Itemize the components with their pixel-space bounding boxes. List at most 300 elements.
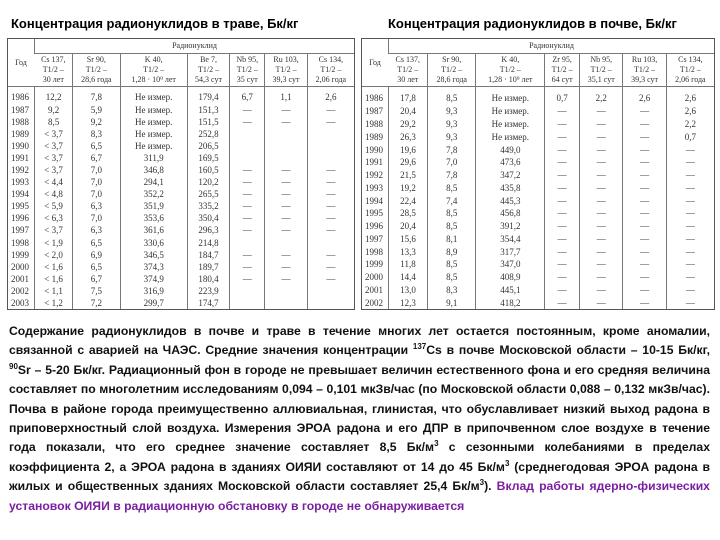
grass-header-row (8, 39, 354, 54)
table-row (8, 188, 354, 200)
value-cell: 316,9 (120, 285, 187, 297)
soil-table-body (362, 87, 714, 310)
half-life-value: 39,3 сут (631, 75, 659, 84)
paragraph-part-1: Содержание радионуклидов в почве и траве в течение многих лет остается постоянным, кроме аномалии, связанной с аварией на ЧАЭС. Средние значения концентрации (9, 324, 710, 358)
value-cell: 2,2 (666, 118, 714, 131)
value-cell: 0,7 (545, 87, 580, 105)
soil-heading: Концентрация радионуклидов в почве, Бк/кг (388, 16, 677, 31)
value-cell: 12,2 (35, 87, 73, 104)
value-cell: — (230, 164, 265, 176)
table-row (8, 87, 354, 104)
value-cell: — (265, 261, 307, 273)
grass-nuclide-header (307, 54, 354, 87)
table-row (362, 207, 714, 220)
value-cell: 19,6 (389, 143, 428, 156)
value-cell: — (545, 181, 580, 194)
value-cell: — (307, 224, 354, 236)
value-cell: 29,2 (389, 118, 428, 131)
half-life-value: 28,6 года (436, 75, 467, 84)
value-cell: — (580, 181, 623, 194)
half-life-value: 64 сут (551, 75, 573, 84)
value-cell: < 3,7 (35, 128, 73, 140)
year-cell: 1994 (365, 195, 383, 206)
table-row (362, 296, 714, 309)
soil-nuclide-header (623, 54, 666, 87)
half-life-label: T1/2 – (441, 65, 463, 74)
year-cell: 1994 (11, 189, 29, 200)
value-cell: — (545, 156, 580, 169)
value-cell: — (545, 283, 580, 296)
half-life-value: 35,1 сут (587, 75, 615, 84)
value-cell: 11,8 (389, 258, 428, 271)
value-cell: — (623, 118, 666, 131)
value-cell: 21,5 (389, 169, 428, 182)
value-cell: 330,6 (120, 237, 187, 249)
value-cell (265, 237, 307, 249)
value-cell: Не измер. (476, 87, 545, 105)
value-cell: — (623, 245, 666, 258)
value-cell: 317,7 (476, 245, 545, 258)
year-cell: 1996 (365, 221, 383, 232)
value-cell: 6,7 (73, 152, 120, 164)
value-cell: 296,3 (187, 224, 229, 236)
year-cell: 1998 (365, 246, 383, 257)
value-cell: — (580, 271, 623, 284)
value-cell (307, 297, 354, 309)
value-cell: — (307, 164, 354, 176)
table-row (8, 285, 354, 297)
half-life-value: 39,3 сут (272, 75, 300, 84)
value-cell: 8,5 (428, 220, 476, 233)
grass-heading: Концентрация радионуклидов в траве, Бк/кг (11, 16, 299, 31)
value-cell: — (265, 176, 307, 188)
value-cell (265, 152, 307, 164)
half-life-label: T1/2 – (275, 65, 297, 74)
value-cell: 179,4 (187, 87, 229, 104)
value-cell: Не измер. (476, 118, 545, 131)
year-cell: 2002 (365, 297, 383, 308)
value-cell: 6,3 (73, 200, 120, 212)
year-cell: 1988 (365, 119, 383, 130)
grass-nuclide-header (120, 54, 187, 87)
year-cell: 1993 (11, 177, 29, 188)
value-cell: — (307, 273, 354, 285)
value-cell: 8,5 (35, 116, 73, 128)
value-cell: 7,5 (73, 285, 120, 297)
table-row (8, 212, 354, 224)
value-cell: — (545, 271, 580, 284)
table-row (8, 237, 354, 249)
soil-table-head (362, 39, 714, 87)
table-row (8, 273, 354, 285)
value-cell: — (666, 245, 714, 258)
year-cell: 1999 (365, 259, 383, 270)
unit-exponent-3: 3 (479, 478, 485, 488)
value-cell: 169,5 (187, 152, 229, 164)
value-cell: 174,7 (187, 297, 229, 309)
value-cell: — (623, 143, 666, 156)
table-row (362, 258, 714, 271)
year-cell: 1990 (365, 144, 383, 155)
value-cell: — (623, 130, 666, 143)
value-cell (307, 237, 354, 249)
value-cell: — (580, 220, 623, 233)
paragraph-part-2: Cs в почве Московской области – 10-15 Бк/кг, (426, 343, 710, 358)
value-cell: — (545, 258, 580, 271)
value-cell: — (623, 156, 666, 169)
year-cell: 1991 (365, 157, 383, 168)
half-life-label: T1/2 – (397, 65, 419, 74)
value-cell: — (307, 200, 354, 212)
half-life-label: T1/2 – (551, 65, 573, 74)
nuclide-name: K 40, (144, 55, 163, 64)
year-cell: 1995 (11, 201, 29, 212)
nuclide-name: Sr 90, (86, 55, 106, 64)
value-cell: 151,3 (187, 104, 229, 116)
value-cell: 445,3 (476, 194, 545, 207)
year-cell: 1997 (365, 233, 383, 244)
grass-nuclide-header (265, 54, 307, 87)
value-cell: — (623, 181, 666, 194)
value-cell: Не измер. (476, 105, 545, 118)
value-cell: — (580, 283, 623, 296)
value-cell: 408,9 (476, 271, 545, 284)
nuclide-name: Cs 134, (678, 55, 703, 64)
value-cell: 2,6 (666, 105, 714, 118)
nuclide-name: Be 7, (200, 55, 217, 64)
table-row (8, 116, 354, 128)
value-cell: 7,8 (428, 143, 476, 156)
year-cell: 2002 (11, 285, 29, 296)
value-cell: 160,5 (187, 164, 229, 176)
value-cell: — (265, 188, 307, 200)
table-row (8, 104, 354, 116)
value-cell: — (580, 245, 623, 258)
value-cell (307, 152, 354, 164)
value-cell: — (230, 116, 265, 128)
summary-paragraph (9, 322, 710, 516)
value-cell: 6,5 (73, 261, 120, 273)
value-cell: — (265, 164, 307, 176)
value-cell: — (265, 224, 307, 236)
value-cell: 9,1 (428, 296, 476, 309)
year-cell: 2000 (11, 261, 29, 272)
half-life-label: T1/2 – (236, 65, 258, 74)
grass-nuclide-row (8, 54, 354, 87)
value-cell: 8,9 (428, 245, 476, 258)
value-cell: 189,7 (187, 261, 229, 273)
value-cell: 346,8 (120, 164, 187, 176)
value-cell: — (265, 249, 307, 261)
value-cell: 214,8 (187, 237, 229, 249)
value-cell (230, 140, 265, 152)
value-cell: — (623, 271, 666, 284)
half-life-label: T1/2 – (634, 65, 656, 74)
value-cell: — (666, 258, 714, 271)
value-cell: < 3,7 (35, 140, 73, 152)
value-cell (265, 297, 307, 309)
value-cell: — (307, 116, 354, 128)
soil-group-header: Радионуклид (389, 39, 715, 54)
half-life-label: T1/2 – (320, 65, 342, 74)
value-cell: Не измер. (120, 116, 187, 128)
value-cell: — (623, 194, 666, 207)
value-cell (265, 128, 307, 140)
soil-nuclide-header (476, 54, 545, 87)
value-cell: — (580, 194, 623, 207)
year-cell: 1992 (365, 170, 383, 181)
value-cell: 12,3 (389, 296, 428, 309)
soil-nuclide-header (428, 54, 476, 87)
grass-table (7, 38, 355, 310)
year-cell: 1987 (11, 105, 29, 115)
year-cell: 2003 (11, 297, 29, 308)
value-cell: 335,2 (187, 200, 229, 212)
nuclide-name: K 40, (501, 55, 520, 64)
table-row (362, 87, 714, 105)
value-cell: — (580, 207, 623, 220)
value-cell: 22,4 (389, 194, 428, 207)
value-cell: 223,9 (187, 285, 229, 297)
value-cell: 20,4 (389, 105, 428, 118)
value-cell: 8,5 (428, 87, 476, 105)
value-cell: — (666, 220, 714, 233)
value-cell: — (666, 143, 714, 156)
value-cell: 2,6 (623, 87, 666, 105)
grass-nuclide-header (35, 54, 73, 87)
value-cell: — (545, 245, 580, 258)
table-row (362, 181, 714, 194)
value-cell: — (580, 296, 623, 309)
table-row (362, 283, 714, 296)
year-cell: 1986 (11, 92, 29, 103)
value-cell (307, 285, 354, 297)
value-cell: 294,1 (120, 176, 187, 188)
value-cell: 7,0 (73, 212, 120, 224)
value-cell: — (580, 105, 623, 118)
table-row (8, 140, 354, 152)
isotope-mass-cs: 137 (412, 342, 427, 352)
half-life-value: 1,28 · 10⁹ лет (488, 75, 533, 84)
half-life-label: T1/2 – (590, 65, 612, 74)
value-cell: 8,5 (428, 258, 476, 271)
value-cell: 9,2 (73, 116, 120, 128)
paragraph-part-4: с сезонными колебаниями в пределах коэффициента 2, а ЭРОА радона в зданиях ОИЯИ составляют от 14 до 45 Бк/м (9, 440, 710, 474)
value-cell: 9,3 (428, 118, 476, 131)
value-cell: 8,5 (428, 271, 476, 284)
value-cell: 353,6 (120, 212, 187, 224)
value-cell: < 4,8 (35, 188, 73, 200)
value-cell: 6,9 (73, 249, 120, 261)
value-cell: — (580, 169, 623, 182)
value-cell: — (265, 116, 307, 128)
table-row (8, 261, 354, 273)
value-cell: — (623, 105, 666, 118)
value-cell: < 6,3 (35, 212, 73, 224)
grass-table-body (8, 87, 354, 310)
value-cell (230, 285, 265, 297)
half-life-value: 54,3 сут (195, 75, 222, 84)
year-cell: 1992 (11, 165, 29, 176)
value-cell: 6,3 (73, 224, 120, 236)
value-cell: 7,4 (428, 194, 476, 207)
table-row (362, 105, 714, 118)
value-cell: — (230, 261, 265, 273)
half-life-label: T1/2 – (499, 65, 521, 74)
value-cell: 6,7 (230, 87, 265, 104)
table-row (362, 118, 714, 131)
value-cell: 354,4 (476, 232, 545, 245)
table-row (8, 152, 354, 164)
value-cell: 8,5 (428, 181, 476, 194)
year-cell: 1989 (365, 131, 383, 142)
value-cell: — (230, 176, 265, 188)
value-cell: 180,4 (187, 273, 229, 285)
value-cell: — (230, 188, 265, 200)
value-cell: — (666, 156, 714, 169)
value-cell: — (580, 232, 623, 245)
nuclide-name: Nb 95, (236, 55, 259, 64)
value-cell: 346,5 (120, 249, 187, 261)
grass-nuclide-header (73, 54, 120, 87)
table-row (362, 169, 714, 182)
soil-nuclide-header (580, 54, 623, 87)
nuclide-name: Cs 137, (41, 55, 66, 64)
year-cell: 1997 (11, 225, 29, 236)
nuclide-name: Ru 103, (631, 55, 658, 64)
value-cell: 6,7 (73, 273, 120, 285)
year-cell: 1996 (11, 213, 29, 224)
value-cell: Не измер. (120, 128, 187, 140)
value-cell: 184,7 (187, 249, 229, 261)
nuclide-name: Ru 103, (273, 55, 299, 64)
value-cell: 7,0 (73, 164, 120, 176)
value-cell: 28,5 (389, 207, 428, 220)
value-cell: — (666, 232, 714, 245)
value-cell: 151,5 (187, 116, 229, 128)
value-cell: 374,3 (120, 261, 187, 273)
value-cell: — (545, 296, 580, 309)
value-cell: — (623, 220, 666, 233)
year-cell: 1998 (11, 237, 29, 248)
soil-nuclide-header (389, 54, 428, 87)
paragraph-part-5: (среднегодовая ЭРОА радона в жилых и общественных зданиях Московской области составляет 25,4 Бк/м (9, 459, 710, 494)
value-cell: < 1,6 (35, 261, 73, 273)
value-cell: 7,0 (73, 176, 120, 188)
value-cell: — (580, 143, 623, 156)
value-cell: 17,8 (389, 87, 428, 105)
year-cell: 1989 (11, 129, 29, 140)
value-cell: 347,2 (476, 169, 545, 182)
value-cell: 8,3 (428, 283, 476, 296)
paragraph-part-3: Sr – 5-20 Бк/кг. Радиационный фон в городе не превышает величин естественного фона и его средняя величина составляет по многолетним исследованиям 0,094 – 0,101 мкЗв/час (по Московской области 0,088 – 0,132 мкЗв/час). Почва в районе города преимущественно аллювиальная, глинистая, что обуславливает низкий выход радона в приповерхностный слой воздуха. Измерения ЭРОА радона и его ДПР в припочвенном слое воздухе в течение года показали, что его среднее значение составляет 8,5 Бк/м (9, 362, 710, 455)
value-cell: 15,6 (389, 232, 428, 245)
value-cell: — (265, 212, 307, 224)
value-cell: 7,2 (73, 297, 120, 309)
value-cell: — (666, 296, 714, 309)
value-cell: 20,4 (389, 220, 428, 233)
value-cell: Не измер. (120, 87, 187, 104)
value-cell: — (623, 169, 666, 182)
value-cell: < 4,4 (35, 176, 73, 188)
year-cell: 1993 (365, 182, 383, 193)
value-cell: — (580, 130, 623, 143)
value-cell (230, 152, 265, 164)
value-cell: — (545, 220, 580, 233)
value-cell: < 3,7 (35, 152, 73, 164)
table-row (8, 297, 354, 309)
table-row (362, 271, 714, 284)
value-cell: — (545, 169, 580, 182)
value-cell: 9,3 (428, 130, 476, 143)
value-cell (230, 237, 265, 249)
half-life-value: 2,06 года (675, 75, 706, 84)
table-row (8, 128, 354, 140)
value-cell: — (666, 194, 714, 207)
table-row (8, 200, 354, 212)
half-life-value: 30 лет (42, 75, 64, 84)
value-cell: — (230, 273, 265, 285)
grass-table-head (8, 39, 354, 87)
soil-table-grid (362, 39, 714, 309)
value-cell: — (666, 169, 714, 182)
year-cell: 1988 (11, 117, 29, 128)
table-row (8, 176, 354, 188)
value-cell: 6,5 (73, 140, 120, 152)
value-cell: 311,9 (120, 152, 187, 164)
value-cell: 361,6 (120, 224, 187, 236)
value-cell: Не измер. (476, 130, 545, 143)
nuclide-name: Cs 134, (318, 55, 344, 64)
value-cell (307, 128, 354, 140)
unit-exponent-2: 3 (504, 458, 510, 468)
value-cell: 2,6 (666, 87, 714, 105)
value-cell: — (545, 207, 580, 220)
value-cell: — (307, 176, 354, 188)
half-life-label: T1/2 – (85, 65, 107, 74)
table-row (8, 164, 354, 176)
paragraph-part-6: ). (484, 479, 497, 494)
value-cell: 26,3 (389, 130, 428, 143)
value-cell: — (307, 104, 354, 116)
table-row (8, 224, 354, 236)
value-cell: 374,9 (120, 273, 187, 285)
value-cell: — (230, 200, 265, 212)
value-cell: 0,7 (666, 130, 714, 143)
grass-group-header: Радионуклид (35, 39, 355, 54)
value-cell: 473,6 (476, 156, 545, 169)
value-cell: 352,2 (120, 188, 187, 200)
value-cell: — (545, 232, 580, 245)
value-cell: Не измер. (120, 140, 187, 152)
unit-exponent-1: 3 (434, 439, 439, 449)
table-row (362, 245, 714, 258)
value-cell: < 1,6 (35, 273, 73, 285)
value-cell: 13,0 (389, 283, 428, 296)
year-cell: 2001 (365, 284, 383, 295)
value-cell: — (230, 249, 265, 261)
value-cell: Не измер. (120, 104, 187, 116)
year-cell: 1995 (365, 208, 383, 219)
value-cell: < 1,2 (35, 297, 73, 309)
value-cell: — (623, 296, 666, 309)
value-cell: — (666, 207, 714, 220)
year-cell: 1986 (365, 92, 383, 103)
soil-nuclide-row (362, 54, 714, 87)
value-cell: — (307, 261, 354, 273)
value-cell: — (623, 283, 666, 296)
half-life-value: 30 лет (397, 75, 419, 84)
